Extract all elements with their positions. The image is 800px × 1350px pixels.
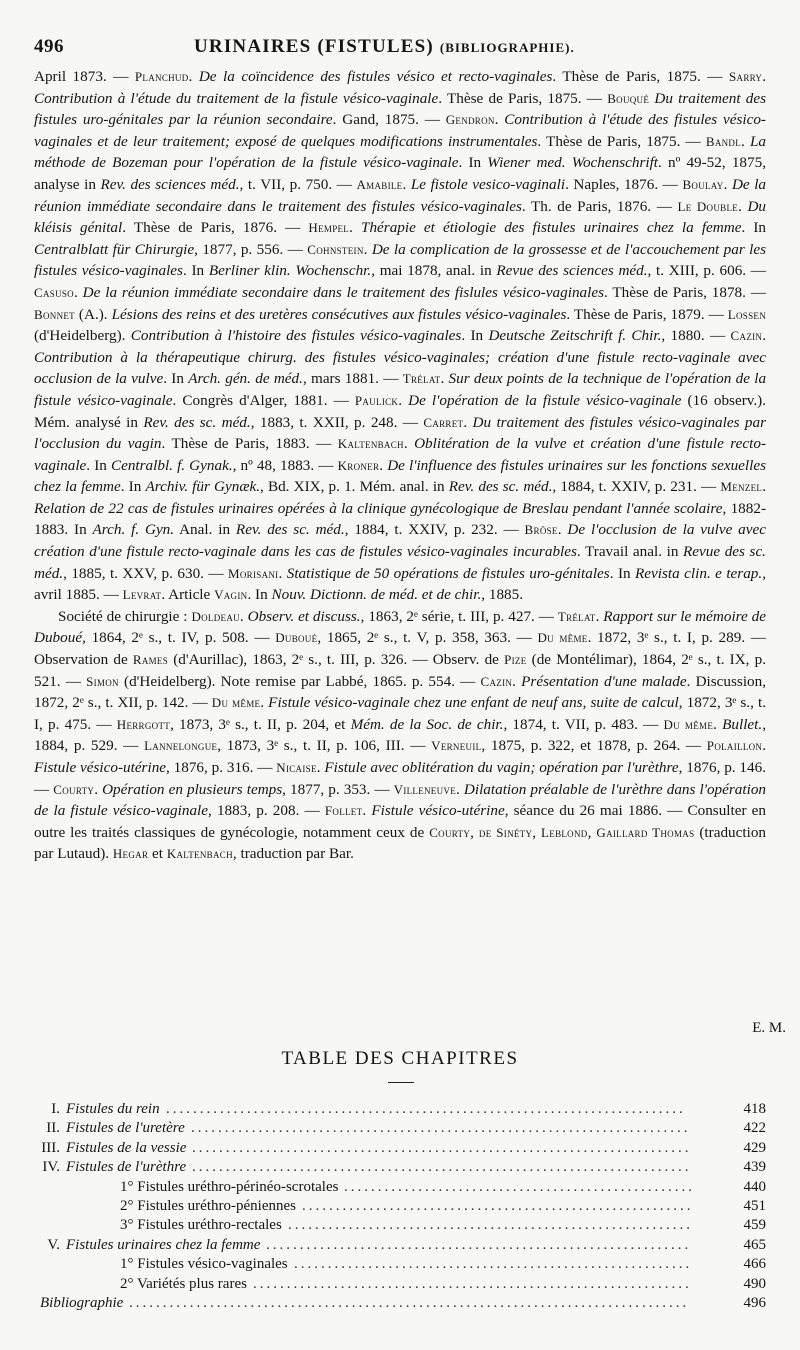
- citation-text: .: [762, 68, 767, 85]
- toc-entry-title: Fistules uréthro-périnéo-scrotales: [137, 1178, 339, 1195]
- citation-text: , 1880. —: [661, 327, 731, 345]
- toc-entry-page: 451: [743, 1197, 766, 1214]
- author-name: Casuso: [34, 284, 74, 300]
- work-title: Contribution à l'étude du traitement de la fistule vésico-vaginale: [34, 89, 439, 107]
- citation-text: .: [713, 715, 723, 733]
- author-name: Boulay: [682, 176, 724, 192]
- citation-text: . Thèse de Paris, 1878. —: [604, 283, 767, 301]
- citation-text: , 1876, p. 146. —: [34, 759, 767, 798]
- toc-entry-label: [40, 1294, 123, 1313]
- author-name: Duboué: [275, 630, 318, 646]
- citation-text: .: [260, 694, 269, 712]
- toc-entry-label: [120, 1197, 296, 1216]
- toc-entry-number: 1°: [120, 1178, 134, 1195]
- toc-entry: [40, 1197, 766, 1216]
- toc-entry-page: 439: [743, 1159, 766, 1176]
- toc-leader-dots: ....................................................: [344, 1178, 695, 1195]
- citation-text: . Thèse de Paris, 1875. —: [552, 68, 729, 85]
- toc-entry-number: 1°: [120, 1256, 134, 1273]
- citation-text: (de Montélimar), 1864, 2ᵉ s., t. IX, p. 521. —: [34, 651, 766, 690]
- citation-text: , séance du 26 mai 1886. — Consulter en outre les traités classiques de gynécologie, notamment ceux de: [34, 802, 767, 841]
- toc-heading: TABLE DES CHAPITRES: [281, 1048, 519, 1069]
- author-name: Trélat: [402, 371, 441, 387]
- citation-text: , mai 1878, anal. in: [371, 262, 497, 280]
- work-title: Dilatation préalable de l'urèthre dans l'opération de la fistule vésico-vaginale: [34, 780, 767, 820]
- work-title: Arch. f. Gyn.: [92, 521, 175, 539]
- toc-entry-label: [40, 1119, 185, 1138]
- running-title-main: URINAIRES (FISTULES): [194, 36, 434, 57]
- citation-text: . Thèse de Paris, 1879. —: [566, 305, 728, 323]
- toc-entry-page: 418: [743, 1101, 766, 1117]
- citation-text: , 1873, 3ᵉ s., t. II, p. 204, et: [170, 715, 351, 733]
- citation-text: . Article: [161, 586, 215, 604]
- citation-text: .: [239, 607, 248, 625]
- citation-text: , 1877, p. 353. —: [282, 780, 394, 798]
- toc-leader-dots: .............................................................................: [166, 1101, 686, 1117]
- work-title: Présentation d'une malade: [521, 672, 687, 690]
- citation-text: . In: [741, 219, 767, 237]
- work-title: Statistique de 50 opérations de fistules uro-génitales: [286, 564, 610, 582]
- toc-entry-title: Fistules urinaires chez la femme: [66, 1236, 261, 1253]
- work-title: Revista clin. e terap.: [635, 564, 763, 582]
- work-title: Rev. des sciences méd.: [100, 175, 240, 193]
- toc-entry-number: V.: [47, 1236, 60, 1253]
- work-title: Contribution à la thérapeutique chirurg. des fistules vésico-vaginales; création d'une fistule recto-vaginale avec occlusion de la vulve: [34, 348, 766, 388]
- toc-entry: [40, 1216, 766, 1235]
- toc-entry-title: Fistules uréthro-rectales: [137, 1217, 282, 1234]
- toc-entry-title: Fistules de la vessie: [66, 1139, 187, 1156]
- author-name: Levrat: [122, 587, 162, 603]
- citation-text: .: [741, 132, 750, 150]
- author-name: Herrgott: [116, 716, 171, 732]
- citation-text: , 1884, p. 529. —: [34, 715, 766, 755]
- work-title: Berliner klin. Wochenschr.: [208, 262, 372, 280]
- toc-entry-number: II.: [46, 1120, 60, 1137]
- toc-entry-title: Bibliographie: [40, 1294, 124, 1311]
- citation-text: et: [148, 845, 167, 863]
- work-title: Contribution à l'étude des fistules vésico-vaginales et de leur traitement; exposé de quelques modifications instrumentales: [34, 111, 766, 150]
- running-title: [194, 36, 575, 58]
- author-name: Morisani: [228, 565, 279, 581]
- citation-text: .: [557, 521, 568, 539]
- work-title: Archiv. für Gynæk.: [145, 478, 261, 496]
- author-name: Du même: [663, 716, 714, 732]
- work-title: La méthode de Bozeman pour l'opération de la fistule vésico-vaginale: [34, 132, 767, 172]
- citation-text: (16 observ.). Mém. analysé in: [34, 391, 767, 431]
- citation-text: . Travail anal. in: [576, 543, 684, 561]
- work-title: Deutsche Zeitschrift f. Chir.: [488, 327, 662, 345]
- work-title: Le fistole vesico-vaginali: [410, 175, 566, 193]
- toc-entry-number: III.: [41, 1139, 60, 1156]
- toc-entry-page: 490: [743, 1275, 766, 1292]
- citation-text: .: [379, 456, 388, 474]
- author-name: Follet: [324, 803, 363, 819]
- toc-entry-label: [40, 1158, 186, 1177]
- citation-text: , 1875, p. 322, et 1878, p. 264. —: [481, 737, 707, 755]
- citation-text: , mars 1881. —: [302, 370, 403, 388]
- work-title: De l'opération de la fistule vésico-vaginale: [408, 391, 682, 409]
- citation-text: . In: [461, 327, 489, 345]
- citation-text: , 1872, 3ᵉ s., t. I, p. 475. —: [34, 694, 766, 733]
- author-name: Kaltenbach: [337, 436, 404, 452]
- work-title: Rapport sur le mémoire de Duboué: [34, 607, 766, 647]
- citation-text: , t. VII, p. 750. —: [239, 175, 357, 193]
- author-name: Trélat: [557, 608, 596, 624]
- work-title: Oblitération de la vulve et création d'une fistule recto-vaginale: [34, 435, 766, 474]
- citation-text: .: [762, 327, 767, 345]
- work-title: De l'occlusion de la vulve avec création d'une fistule recto-vaginale dans les cas de fistules vésico-vaginales incurables: [34, 521, 766, 561]
- work-title: Fistule vésico-utérine: [34, 759, 167, 776]
- author-name: Polaillon: [706, 738, 763, 754]
- author-name: Menzel: [720, 479, 763, 495]
- citation-text: . In: [182, 262, 209, 280]
- citation-text: . Congrès d'Alger, 1881. —: [172, 391, 355, 409]
- work-title: De la réunion immédiate secondaire dans le traitement des fistules vésico-vaginales: [34, 175, 767, 215]
- author-name: Gendron: [445, 112, 495, 128]
- work-title: Opération en plusieurs temps: [102, 780, 283, 798]
- work-title: Mém. de la Soc. de chir.: [350, 715, 504, 733]
- citation-text: .: [723, 175, 732, 193]
- toc-entry: [40, 1158, 766, 1177]
- work-title: Revue des sc. méd.: [34, 543, 766, 582]
- citation-text: . Discussion, 1872, 2ᵉ s., t. XII, p. 142. —: [34, 672, 767, 712]
- toc-leader-dots: ..........................................................................: [192, 1159, 692, 1176]
- citation-text: .: [762, 478, 766, 496]
- work-title: Centralbl. f. Gynak.: [110, 456, 233, 474]
- citation-text: .: [403, 435, 415, 453]
- citation-text: Société de chirurgie :: [58, 607, 192, 625]
- work-title: Contribution à l'histoire des fistules vésico-vaginales: [130, 327, 462, 345]
- citation-text: .: [440, 370, 449, 388]
- citation-text: . Naples, 1876. —: [565, 175, 683, 193]
- author-name: Lossen: [727, 306, 766, 322]
- citation-text: ,: [532, 823, 542, 841]
- running-head: [34, 36, 780, 62]
- citation-text: , 1883, p. 208. —: [208, 802, 325, 820]
- citation-text: , 1863, 2ᵉ série, t. III, p. 427. —: [360, 607, 558, 625]
- toc-leader-dots: ..........................................................: [302, 1197, 694, 1214]
- work-title: Centralblatt für Chirurgie: [34, 240, 195, 258]
- citation-text: .: [463, 413, 473, 431]
- work-title: Rev. des sc. méd.: [143, 413, 251, 431]
- work-title: Sur deux points de la technique de l'opération de la fistule vésico-vaginale: [34, 370, 767, 409]
- citation-text: .: [398, 391, 409, 409]
- author-name: Hegar: [112, 846, 149, 862]
- author-name: Cazin: [730, 328, 763, 344]
- toc-entry-number: 3°: [120, 1217, 134, 1234]
- author-name: Cazin: [480, 673, 513, 689]
- work-title: De la complication de la grossesse et de l'accouchement par les fistules vésico-vaginales: [34, 240, 767, 280]
- citation-text: . Gand, 1875. —: [332, 111, 446, 129]
- author-name: Le Double: [677, 198, 739, 214]
- toc-leader-dots: ............................................................: [288, 1217, 693, 1234]
- toc-entry-page: 440: [743, 1178, 766, 1195]
- toc-entry: [40, 1178, 766, 1197]
- work-title: Fistule vésico-vaginale chez une enfant de neuf ans, suite de calcul: [268, 694, 679, 712]
- author-name: Du même: [211, 695, 261, 711]
- toc-leader-dots: ...................................................................................: [129, 1294, 690, 1311]
- author-signature: E. M.: [752, 1020, 786, 1036]
- bibliography-paragraph-1: [34, 66, 766, 606]
- author-name: Rames: [132, 652, 169, 668]
- toc-entry-label: [120, 1275, 247, 1294]
- toc-entry-page: 496: [743, 1294, 766, 1311]
- work-title: Lésions des reins et des uretères consécutives aux fistules vésico-vaginales: [111, 305, 567, 323]
- citation-text: April 1873. —: [34, 68, 135, 85]
- author-name: de Sinéty: [478, 824, 533, 840]
- citation-text: , 1877, p. 556. —: [194, 240, 308, 258]
- bibliography-text: [34, 66, 766, 865]
- toc-entry-label: [120, 1216, 282, 1235]
- work-title: Du kléisis génital: [34, 197, 767, 237]
- work-title: Rev. des sc. méd.: [448, 478, 553, 496]
- work-title: Wiener med. Wochenschrift: [487, 154, 659, 172]
- citation-text: . In: [163, 370, 189, 388]
- author-name: Gaillard Thomas: [596, 824, 695, 840]
- toc-leader-dots: ..........................................................................: [191, 1120, 691, 1137]
- work-title: Bullet.: [722, 715, 763, 733]
- citation-text: .: [73, 283, 83, 301]
- work-title: Arch. gén. de méd.: [188, 370, 303, 388]
- author-name: Kroner: [337, 457, 380, 473]
- author-name: Leblond: [541, 824, 588, 840]
- citation-text: , 1865, 2ᵉ s., t. V, p. 358, 363. —: [317, 629, 538, 647]
- toc-entry-title: Fistules uréthro-péniennes: [137, 1197, 296, 1214]
- toc-leader-dots: ...............................................................: [266, 1236, 692, 1253]
- citation-text: ,: [587, 823, 597, 841]
- author-name: Planchud: [134, 69, 189, 84]
- author-name: Lannelongue: [144, 738, 218, 754]
- citation-text: , 1882-1883. In: [34, 499, 767, 539]
- citation-text: (d'Heidelberg).: [34, 327, 131, 345]
- toc-entry: [40, 1294, 766, 1313]
- citation-text: .: [278, 564, 287, 582]
- author-name: Vagin: [214, 587, 248, 603]
- author-name: Cohnstein: [307, 241, 364, 257]
- work-title: De l'influence des fistules urinaires sur les fonctions sexuelles chez la femme: [34, 456, 767, 496]
- citation-text: , 1884, t. XXIV, p. 231. —: [552, 478, 721, 496]
- author-name: Verneuil: [431, 738, 482, 754]
- toc-leader-dots: ..........................................................................: [192, 1139, 692, 1156]
- toc-entry-page: 429: [743, 1139, 766, 1156]
- citation-text: . Thèse de Paris, 1875. —: [438, 89, 608, 107]
- citation-text: , Bd. XIX, p. 1. Mém. anal. in: [260, 478, 449, 496]
- citation-text: , 1864, 2ᵉ s., t. IV, p. 508. —: [82, 629, 276, 647]
- table-of-contents: [40, 1100, 766, 1313]
- citation-text: . Th. de Paris, 1876. —: [521, 197, 678, 215]
- toc-entry-number: 2°: [120, 1197, 134, 1214]
- citation-text: . In: [86, 456, 111, 474]
- author-name: Courty: [429, 824, 471, 840]
- author-name: Sarry: [728, 69, 763, 84]
- toc-leader-dots: .................................................................: [253, 1275, 692, 1292]
- citation-text: (A.).: [74, 305, 112, 323]
- citation-text: .: [762, 737, 767, 755]
- author-name: Bandl: [705, 133, 742, 149]
- toc-leader-dots: ...........................................................: [294, 1256, 693, 1273]
- author-name: Du même: [537, 630, 588, 646]
- toc-entry-title: Fistules de l'urèthre: [66, 1159, 187, 1176]
- toc-entry: [40, 1139, 766, 1158]
- citation-text: . nº 49-52, 1875, analyse in: [34, 154, 766, 193]
- work-title: De la réunion immédiate secondaire dans le traitement des fislules vésico-vaginales: [82, 283, 605, 301]
- toc-entry: [40, 1255, 766, 1274]
- author-name: Paulick: [354, 392, 399, 408]
- toc-entry-title: Fistules vésico-vaginales: [137, 1256, 288, 1273]
- citation-text: .: [316, 759, 325, 776]
- citation-text: , t. XIII, p. 606. —: [647, 262, 766, 280]
- citation-text: , 1885, t. XXV, p. 630. —: [63, 564, 229, 582]
- citation-text: (d'Heidelberg). Note remise par Labbé, 1865. p. 554. —: [118, 672, 481, 690]
- citation-text: , avril 1885. —: [34, 564, 766, 604]
- work-title: Revue des sciences méd.: [496, 262, 648, 280]
- toc-entry-label: [120, 1178, 338, 1197]
- citation-text: .: [512, 672, 522, 690]
- citation-text: . In: [247, 586, 272, 604]
- toc-entry-label: [40, 1139, 186, 1158]
- citation-text: .: [402, 175, 411, 193]
- citation-text: ,: [470, 823, 479, 841]
- citation-text: .: [738, 197, 748, 215]
- toc-entry-page: 459: [743, 1217, 766, 1234]
- author-name: Bröse: [524, 522, 558, 538]
- citation-text: .: [595, 607, 604, 625]
- citation-text: (traduction par Lutaud).: [34, 823, 767, 863]
- author-name: Pize: [504, 652, 527, 668]
- citation-text: , nº 48, 1883. —: [232, 456, 338, 474]
- toc-entry-label: [40, 1236, 260, 1255]
- work-title: Observ. et discuss.: [247, 607, 361, 625]
- toc-entry-number: I.: [51, 1101, 60, 1117]
- author-name: Amabile: [356, 176, 403, 192]
- citation-text: .: [188, 68, 199, 85]
- author-name: Nicaise: [276, 760, 317, 775]
- citation-text: , 1885.: [481, 586, 524, 604]
- work-title: Thérapie et étiologie des fistules urinaires chez la femme: [361, 219, 742, 237]
- citation-text: , traduction par Bar.: [232, 845, 354, 863]
- citation-text: .: [456, 780, 464, 798]
- citation-text: , 1873, 3ᵉ s., t. II, p. 106, III. —: [217, 737, 432, 755]
- page-number: 496: [34, 36, 64, 57]
- author-name: Bonnet: [34, 306, 75, 322]
- citation-text: , 1876, p. 316. —: [166, 759, 277, 776]
- work-title: Relation de 22 cas de fistules urinaires opérées à la clinique gynécologique de Breslau pendant l'année scolaire: [34, 499, 723, 517]
- work-title: Du traitement des fistules vésico-vaginales par l'occlusion du vagin: [34, 413, 766, 453]
- author-name: Kaltenbach: [166, 846, 233, 862]
- bibliography-paragraph-2: [34, 606, 766, 865]
- citation-text: , 1883, t. XXII, p. 248. —: [250, 413, 424, 431]
- toc-entry-number: 2°: [120, 1275, 134, 1292]
- citation-text: .: [94, 780, 103, 798]
- work-title: Rev. des sc. méd.: [235, 521, 345, 539]
- toc-entry-title: Fistules du rein: [66, 1101, 160, 1117]
- toc-entry-label: [120, 1255, 288, 1274]
- running-title-subtitle: (BIBLIOGRAPHIE).: [439, 40, 575, 55]
- citation-text: . Thèse de Paris, 1883. —: [161, 435, 338, 453]
- citation-text: . Thèse de Paris, 1876. —: [122, 219, 309, 237]
- toc-entry-page: 465: [743, 1236, 766, 1253]
- toc-entry-title: Fistules de l'uretère: [66, 1120, 185, 1137]
- citation-text: . 1872, 3ᵉ s., t. I, p. 289. — Observation de: [34, 629, 766, 669]
- work-title: Fistule vésico-utérine: [371, 802, 505, 820]
- toc-entry-title: Variétés plus rares: [136, 1275, 247, 1292]
- author-name: Courty: [53, 781, 95, 797]
- citation-text: . Thèse de Paris, 1875. —: [537, 132, 706, 150]
- author-name: Hempel: [308, 220, 350, 236]
- toc-entry-page: 466: [743, 1256, 766, 1273]
- work-title: Du traitement des fistules uro-génitales par la réunion secondaire: [34, 89, 767, 129]
- citation-text: .: [349, 219, 361, 237]
- citation-text: . In: [609, 564, 636, 582]
- citation-text: . In: [120, 478, 146, 496]
- author-name: Bouqué: [607, 90, 650, 106]
- citation-text: Anal. in: [174, 521, 236, 539]
- toc-entry-page: 422: [743, 1120, 766, 1137]
- citation-text: , 1884, t. XXIV, p. 232. —: [344, 521, 525, 539]
- toc-entry-number: IV.: [42, 1159, 60, 1176]
- work-title: Nouv. Dictionn. de méd. et de chir.: [271, 586, 482, 604]
- citation-text: (d'Aurillac), 1863, 2ᵉ s., t. III, p. 326. — Observ. de: [168, 651, 505, 669]
- author-name: Doldeau: [191, 608, 240, 624]
- author-name: Villeneuve: [393, 781, 456, 797]
- citation-text: .: [362, 802, 372, 820]
- author-name: Carret: [423, 414, 464, 430]
- toc-entry-label: [40, 1100, 160, 1119]
- work-title: De la coïncidence des fistules vésico et recto-vaginales: [198, 68, 553, 85]
- toc-entry: [40, 1100, 766, 1119]
- author-name: Simon: [86, 673, 119, 689]
- citation-text: . In: [458, 154, 488, 172]
- work-title: Fistule avec oblitération du vagin; opération par l'urèthre: [324, 759, 679, 776]
- toc-heading-rule: [388, 1082, 414, 1083]
- citation-text: .: [494, 111, 505, 129]
- toc-entry: [40, 1236, 766, 1255]
- citation-text: , 1874, t. VII, p. 483. —: [503, 715, 664, 733]
- toc-entry: [40, 1275, 766, 1294]
- citation-text: .: [363, 240, 372, 258]
- toc-entry: [40, 1119, 766, 1138]
